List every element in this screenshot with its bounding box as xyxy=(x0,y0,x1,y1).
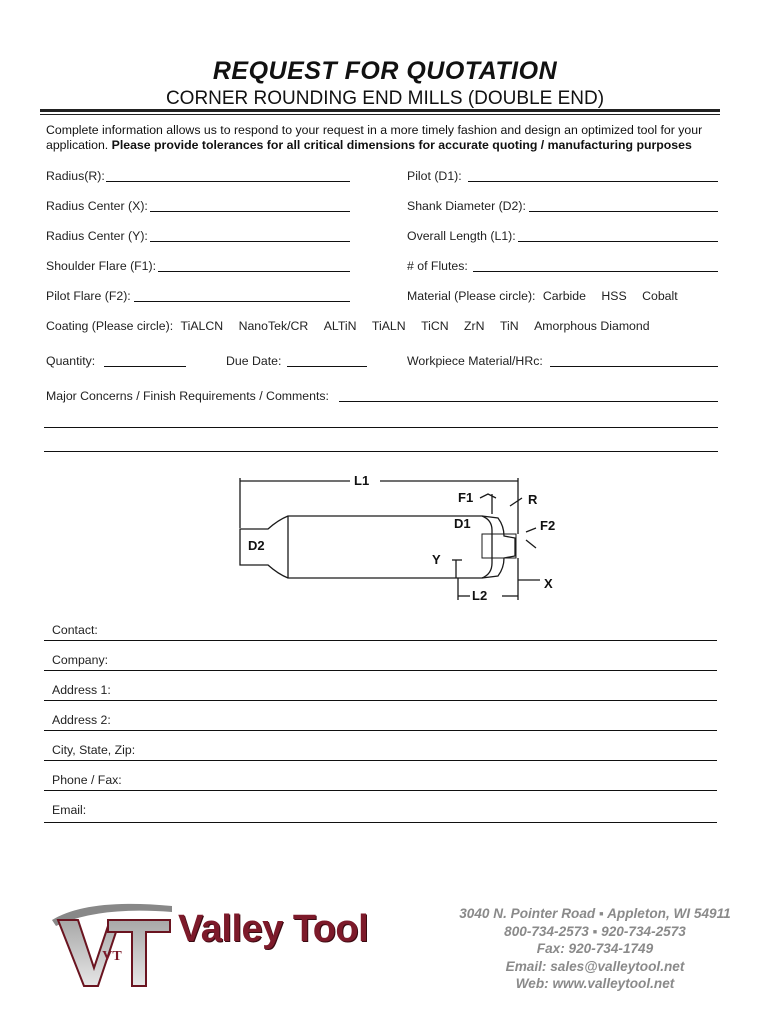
phone-fax-label: Phone / Fax: xyxy=(52,773,122,787)
pilot-outline xyxy=(482,516,515,578)
f2-arrow xyxy=(526,528,536,548)
concerns-input-2[interactable] xyxy=(44,427,718,428)
email-label: Email: xyxy=(52,803,87,817)
coating-row xyxy=(46,319,650,333)
address-line-email[interactable]: Email: sales@valleytool.net xyxy=(505,958,685,974)
address1-input[interactable] xyxy=(44,700,717,701)
coating-option-altin[interactable]: ALTiN xyxy=(323,319,357,333)
shank-diameter-input[interactable] xyxy=(529,211,718,212)
material-option-hss[interactable]: HSS xyxy=(601,289,627,303)
workpiece-label: Workpiece Material/HRc: xyxy=(407,354,543,368)
label-y: Y xyxy=(432,552,441,567)
brand-name: Valley Tool xyxy=(178,908,369,950)
pilot-flare-label: Pilot Flare (F2): xyxy=(46,289,131,303)
coating-option-nanotek[interactable]: NanoTek/CR xyxy=(238,319,309,333)
company-label: Company: xyxy=(52,653,109,667)
address1-label: Address 1: xyxy=(52,683,111,697)
address-line-street: 3040 N. Pointer Road ▪ Appleton, WI 54911 xyxy=(459,906,731,921)
city-state-zip-label: City, State, Zip: xyxy=(52,743,136,757)
shank-diameter-label: Shank Diameter (D2): xyxy=(407,199,526,213)
material-option-cobalt[interactable]: Cobalt xyxy=(642,289,678,303)
coating-option-tin[interactable]: TiN xyxy=(499,319,519,333)
radius-center-x-label: Radius Center (X): xyxy=(46,199,148,213)
num-flutes-input[interactable] xyxy=(473,271,718,272)
valley-tool-logo-icon xyxy=(48,890,176,990)
radius-center-x-input[interactable] xyxy=(150,211,350,212)
quantity-input[interactable] xyxy=(104,366,186,367)
label-r: R xyxy=(528,492,538,507)
coating-option-zrn[interactable]: ZrN xyxy=(464,319,485,333)
concerns-input-3[interactable] xyxy=(44,451,718,452)
city-state-zip-input[interactable] xyxy=(44,760,717,761)
label-l2: L2 xyxy=(472,588,488,603)
coating-label: Coating (Please circle): xyxy=(46,319,174,333)
header-rule-thin xyxy=(40,114,720,115)
f1-arrow xyxy=(480,494,496,514)
shoulder-flare-label: Shoulder Flare (F1): xyxy=(46,259,157,273)
label-d2: D2 xyxy=(248,538,265,553)
material-row xyxy=(407,289,678,303)
contact-label: Contact: xyxy=(52,623,98,637)
due-date-label: Due Date: xyxy=(226,354,282,368)
address-line-phone: 800-734-2573 ▪ 920-734-2573 xyxy=(504,923,686,939)
end-mill-diagram xyxy=(230,468,560,608)
intro-text xyxy=(46,123,726,152)
coating-option-amorphous-diamond[interactable]: Amorphous Diamond xyxy=(534,319,650,333)
intro-body: Complete information allows us to respond to your request in a more timely fashion and design an optimized tool for your application. xyxy=(46,123,703,152)
coating-option-ticn[interactable]: TiCN xyxy=(421,319,449,333)
pilot-flare-input[interactable] xyxy=(134,301,350,302)
workpiece-input[interactable] xyxy=(550,366,718,367)
radius-input[interactable] xyxy=(106,181,350,182)
label-f2: F2 xyxy=(540,518,556,533)
r-leader xyxy=(510,498,522,506)
address2-label: Address 2: xyxy=(52,713,111,727)
due-date-input[interactable] xyxy=(287,366,367,367)
label-d1: D1 xyxy=(454,516,471,531)
address-line-fax: Fax: 920-734-1749 xyxy=(536,941,654,956)
num-flutes-label: # of Flutes: xyxy=(407,259,468,273)
material-option-carbide[interactable]: Carbide xyxy=(542,289,586,303)
radius-label: Radius(R): xyxy=(46,169,105,183)
header-rule xyxy=(40,109,720,112)
quantity-label: Quantity: xyxy=(46,354,96,368)
form-subtitle: CORNER ROUNDING END MILLS (DOUBLE END) xyxy=(165,88,605,109)
address-line-web[interactable]: Web: www.valleytool.net xyxy=(515,976,675,991)
coating-option-tialcn[interactable]: TiALCN xyxy=(180,319,224,333)
form-title: REQUEST FOR QUOTATION xyxy=(212,57,558,85)
overall-length-label: Overall Length (L1): xyxy=(407,229,516,243)
concerns-input-1[interactable] xyxy=(339,401,718,402)
logo-letters: VT xyxy=(102,949,122,964)
company-address-block xyxy=(420,905,770,993)
label-l1: L1 xyxy=(354,473,370,488)
shoulder-flare-input[interactable] xyxy=(158,271,350,272)
phone-fax-input[interactable] xyxy=(44,790,717,791)
email-input[interactable] xyxy=(44,822,717,823)
radius-center-y-input[interactable] xyxy=(150,241,350,242)
pilot-d1-input[interactable] xyxy=(468,181,718,182)
material-label: Material (Please circle): xyxy=(407,289,536,303)
coating-option-tialn[interactable]: TiALN xyxy=(371,319,406,333)
address2-input[interactable] xyxy=(44,730,717,731)
label-x: X xyxy=(544,576,553,591)
pilot-d1-label: Pilot (D1): xyxy=(407,169,462,183)
intro-emphasis: Please provide tolerances for all critical dimensions for accurate quoting / manufacturing purposes xyxy=(111,137,692,152)
company-input[interactable] xyxy=(44,670,717,671)
label-f1: F1 xyxy=(458,490,474,505)
contact-input[interactable] xyxy=(44,640,717,641)
overall-length-input[interactable] xyxy=(518,241,718,242)
concerns-label: Major Concerns / Finish Requirements / Comments: xyxy=(46,389,329,403)
radius-center-y-label: Radius Center (Y): xyxy=(46,229,148,243)
